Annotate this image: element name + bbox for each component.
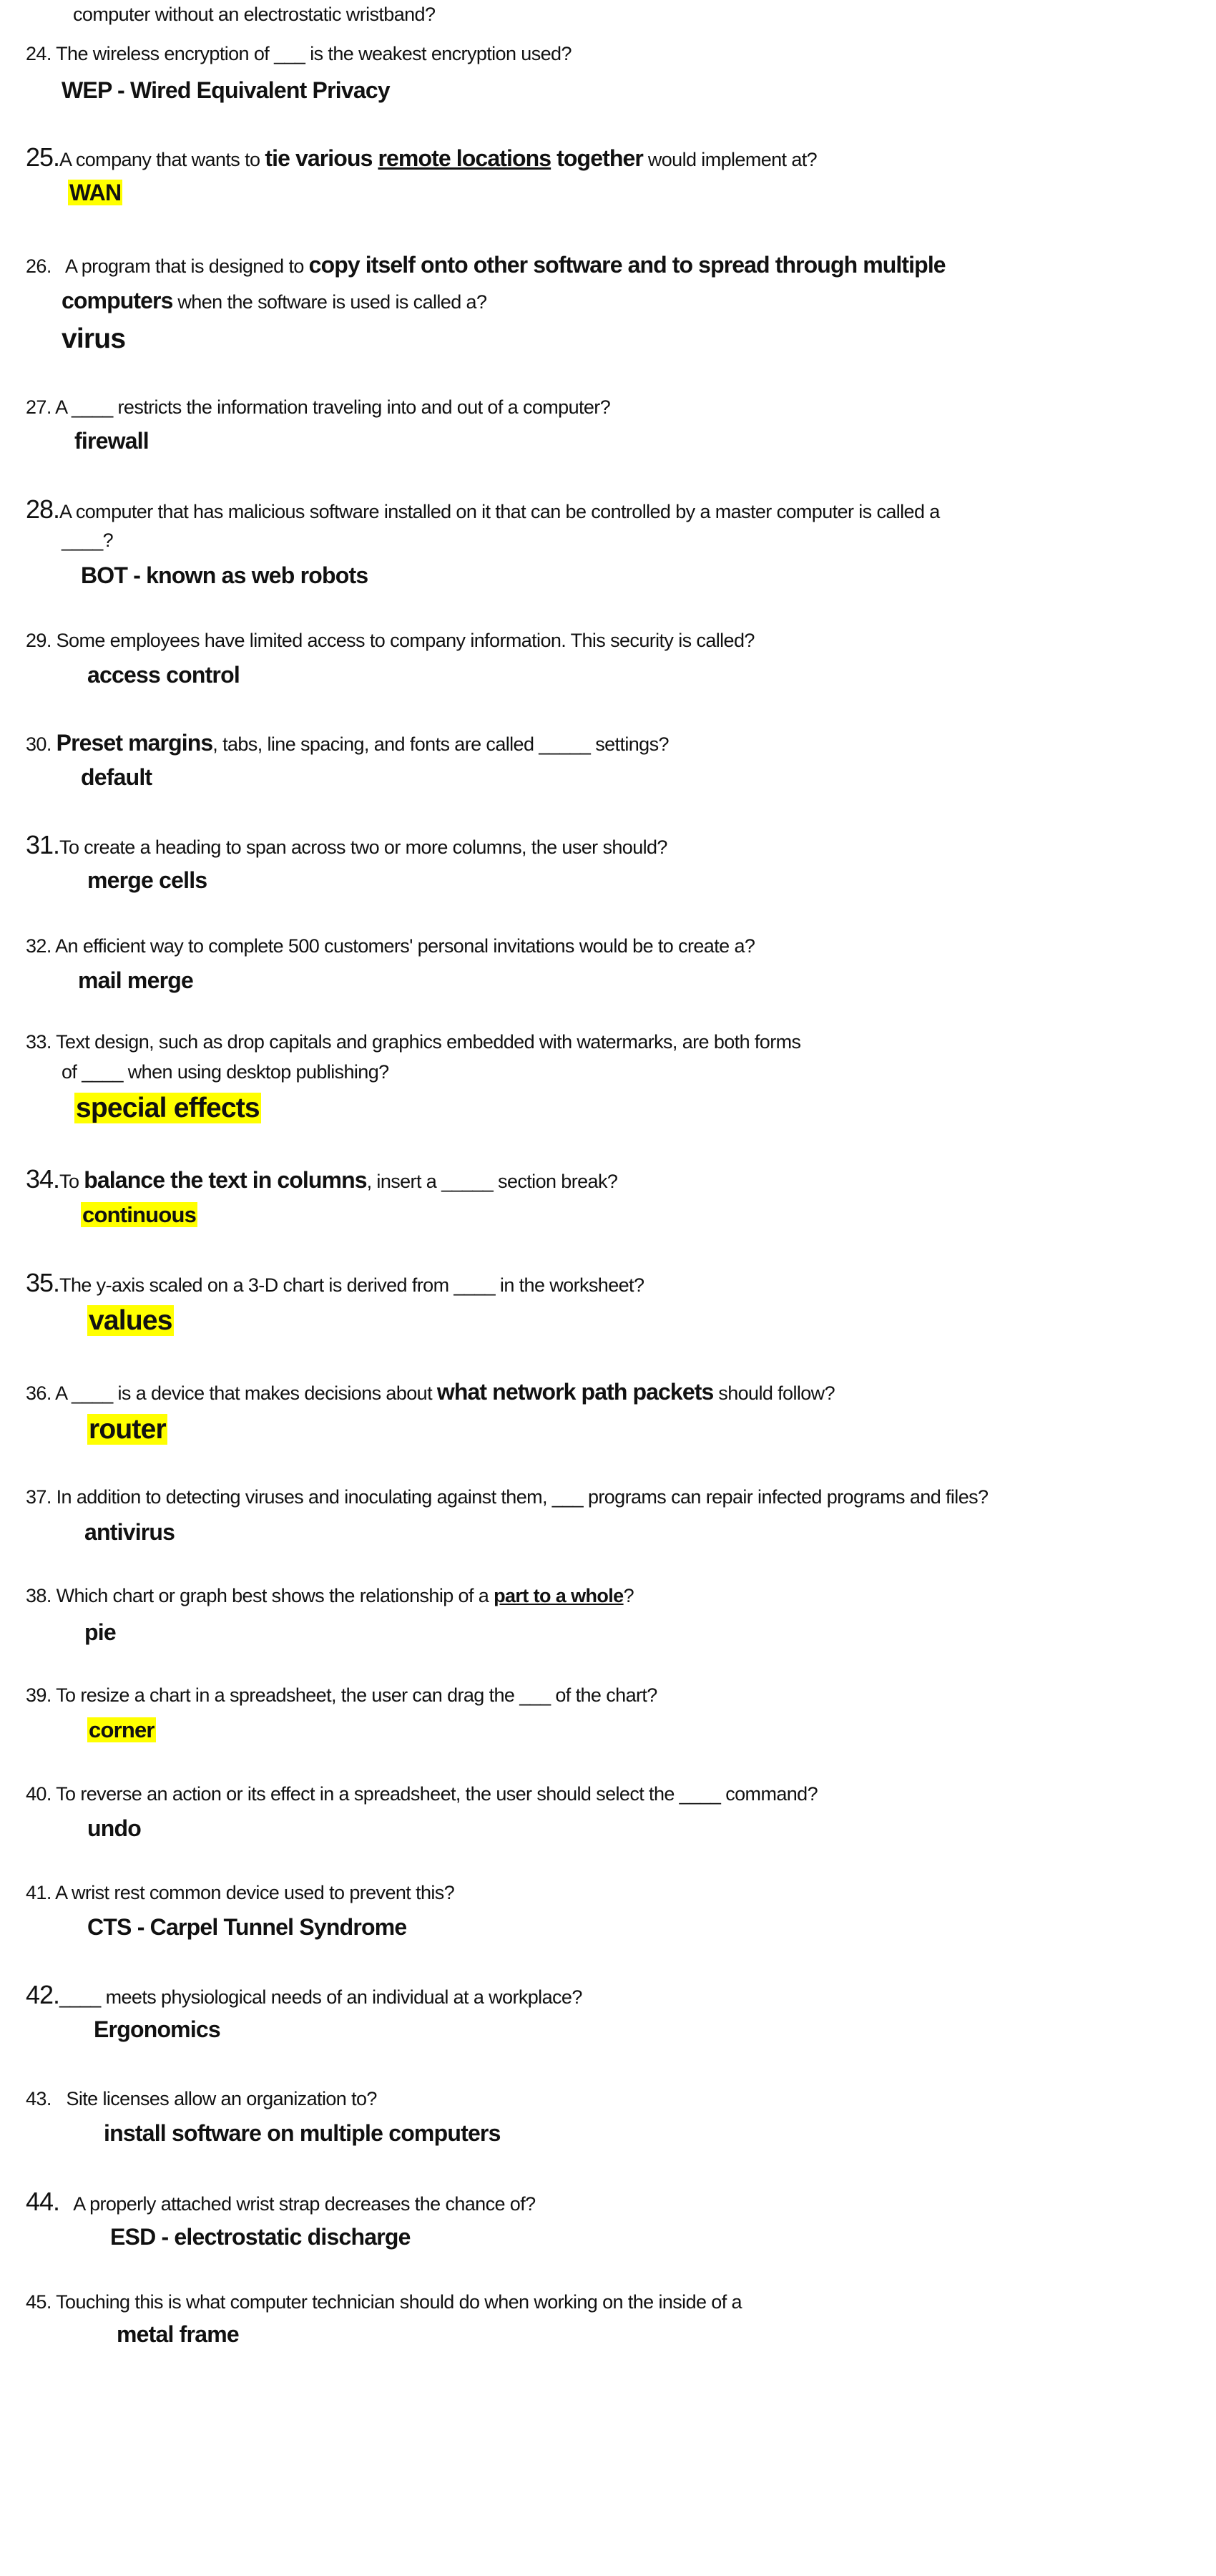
question-fragment: 37. In addition to detecting viruses and inoculating against them, ___ programs can repair infected programs and files? <box>26 1486 989 1508</box>
answer <box>87 1912 406 1942</box>
question-fragment: , tabs, line spacing, and fonts are called _____ settings? <box>212 733 669 755</box>
answer-text: antivirus <box>84 1519 175 1545</box>
question-fragment: would implement at? <box>642 149 818 170</box>
emphasized-fragment: together <box>551 145 643 171</box>
answer <box>81 762 152 792</box>
question-fragment: of ____ when using desktop publishing? <box>62 1061 389 1083</box>
highlighted-answer-text: WAN <box>69 180 122 205</box>
answer <box>84 1517 175 1547</box>
question-fragment: 36. A ____ is a device that makes decisions about <box>26 1382 437 1404</box>
emphasized-fragment: what network path packets <box>436 1379 714 1405</box>
question-fragment: 29. Some employees have limited access to company information. This security is called? <box>26 630 755 651</box>
answer-text: ESD - electrostatic discharge <box>110 2224 411 2250</box>
question-text <box>26 1878 454 1907</box>
question-text <box>26 1269 644 1299</box>
answer-text: access control <box>87 662 240 688</box>
question-fragment: ____? <box>62 530 114 551</box>
question-text <box>26 39 572 68</box>
answer <box>74 1091 261 1126</box>
answer-text: firewall <box>74 428 149 454</box>
question-fragment: To create a heading to span across two or more columns, the user should? <box>59 836 667 858</box>
answer-text: pie <box>84 1619 116 1645</box>
question-fragment: 26. A program that is designed to <box>26 255 309 277</box>
question-text <box>26 932 755 960</box>
answer <box>62 75 390 105</box>
question-number: 42. <box>26 1980 60 2009</box>
answer <box>74 426 149 456</box>
answer-text: BOT - known as web robots <box>81 562 368 588</box>
answer <box>87 1413 167 1447</box>
emphasized-fragment: remote locations <box>378 145 551 171</box>
question-fragment: ____ meets physiological needs of an individual at a workplace? <box>59 1986 582 2008</box>
answer <box>87 1304 174 1338</box>
question-fragment: 43. Site licenses allow an organization to? <box>26 2088 377 2109</box>
answer <box>87 1715 156 1745</box>
emphasized-fragment: tie various <box>265 145 378 171</box>
question-text <box>26 728 669 758</box>
highlighted-answer-text: corner <box>89 1717 155 1742</box>
answer <box>87 1813 141 1843</box>
question-text <box>26 2084 377 2113</box>
question-fragment: 24. <box>26 43 52 64</box>
question-text <box>26 250 946 280</box>
question-text <box>26 393 610 421</box>
answer <box>81 560 368 590</box>
question-fragment: A computer that has malicious software installed on it that can be controlled by a master computer is called a <box>59 501 940 522</box>
question-fragment: when the software is used is called a? <box>172 291 487 313</box>
answer <box>62 322 125 356</box>
answer <box>81 1200 197 1230</box>
question-text <box>26 1377 835 1407</box>
question-fragment: 27. A ____ restricts the information traveling into and out of a computer? <box>26 396 611 418</box>
question-text <box>26 1681 657 1709</box>
emphasized-fragment: part to a whole <box>494 1585 624 1606</box>
question-text <box>26 1165 617 1196</box>
question-fragment: 45. Touching this is what computer technician should do when working on the inside of a <box>26 2291 742 2313</box>
question-text <box>26 495 940 526</box>
question-text <box>26 831 667 862</box>
answer-text: WEP - Wired Equivalent Privacy <box>62 77 390 103</box>
question-text-continued <box>62 1058 389 1086</box>
answer <box>117 2319 239 2349</box>
question-text-continued <box>62 286 486 316</box>
question-fragment: 39. To resize a chart in a spreadsheet, the user can drag the ___ of the chart? <box>26 1684 657 1706</box>
question-number: 28. <box>26 494 60 524</box>
answer <box>68 177 122 208</box>
question-fragment: 30. <box>26 733 57 755</box>
answer-text: mail merge <box>78 967 193 993</box>
question-fragment: , insert a _____ section break? <box>366 1171 618 1192</box>
question-number: 25. <box>26 142 60 172</box>
question-text <box>26 1028 800 1056</box>
question-fragment: The wireless encryption of ___ is the weakest encryption used? <box>51 43 572 64</box>
answer <box>87 865 207 895</box>
question-number: 34. <box>26 1164 60 1194</box>
question-number: 35. <box>26 1268 60 1297</box>
highlighted-answer-text: special effects <box>76 1093 260 1123</box>
answer <box>87 660 240 690</box>
question-number: 31. <box>26 830 60 859</box>
question-fragment: 33. Text design, such as drop capitals and graphics embedded with watermarks, are both forms <box>26 1031 801 1053</box>
question-fragment: 41. A wrist rest common device used to prevent this? <box>26 1882 455 1903</box>
question-text-continued <box>62 526 113 555</box>
highlighted-answer-text: continuous <box>82 1202 197 1227</box>
question-fragment: 40. To reverse an action or its effect in a spreadsheet, the user should select the ____ command? <box>26 1783 818 1805</box>
emphasized-fragment: copy itself onto other software and to spread through multiple <box>308 252 946 278</box>
question-text <box>26 1483 988 1511</box>
question-fragment: ? <box>623 1585 634 1606</box>
answer-text: virus <box>62 323 126 354</box>
question-fragment: 38. Which chart or graph best shows the relationship of a <box>26 1585 494 1606</box>
question-fragment: 32. An efficient way to complete 500 customers' personal invitations would be to create a? <box>26 935 755 957</box>
question-text <box>26 1981 582 2011</box>
question-text <box>26 2187 536 2218</box>
answer-text: default <box>81 764 152 790</box>
question-fragment: should follow? <box>713 1382 835 1404</box>
answer <box>104 2118 501 2148</box>
question-fragment: To <box>59 1171 84 1192</box>
emphasized-fragment: balance the text in columns <box>84 1167 367 1193</box>
question-text-continued <box>73 0 435 29</box>
question-text <box>26 2288 742 2316</box>
question-fragment: computer without an electrostatic wristband? <box>73 4 436 25</box>
answer <box>78 965 193 995</box>
highlighted-answer-text: router <box>89 1414 166 1445</box>
answer <box>94 2014 220 2044</box>
answer-text: CTS - Carpel Tunnel Syndrome <box>87 1914 407 1940</box>
question-text <box>26 1780 818 1808</box>
question-fragment: The y-axis scaled on a 3-D chart is derived from ____ in the worksheet? <box>59 1274 644 1296</box>
answer-text: merge cells <box>87 867 207 893</box>
answer-text: metal frame <box>117 2321 239 2347</box>
question-fragment: A company that wants to <box>59 149 265 170</box>
question-number: 44. <box>26 2187 60 2216</box>
emphasized-fragment: computers <box>62 288 173 313</box>
question-text <box>26 1581 634 1610</box>
question-text <box>26 626 755 655</box>
emphasized-fragment: Preset margins <box>56 730 213 756</box>
answer <box>110 2222 411 2252</box>
question-fragment: A properly attached wrist strap decreases the chance of? <box>59 2193 536 2215</box>
answer-text: install software on multiple computers <box>104 2120 501 2146</box>
answer-text: undo <box>87 1815 141 1841</box>
question-text <box>26 143 817 174</box>
highlighted-answer-text: values <box>89 1305 172 1336</box>
answer-text: Ergonomics <box>94 2016 220 2042</box>
answer <box>84 1617 116 1647</box>
